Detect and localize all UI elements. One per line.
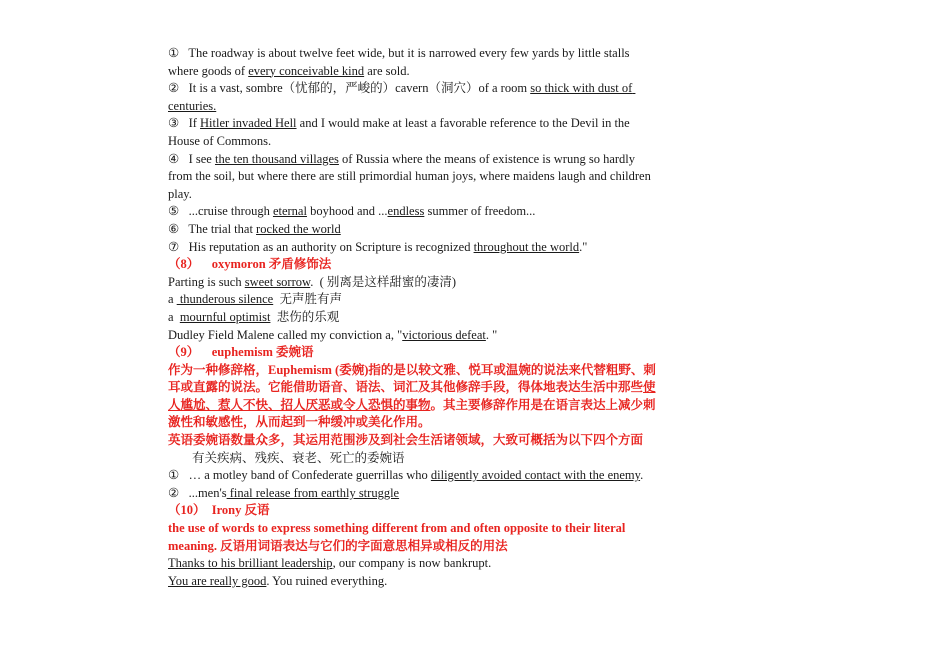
text-run: are sold. xyxy=(364,63,410,78)
text-run: summer of freedom... xyxy=(424,204,536,219)
underlined-phrase: so thick with dust of centuries. xyxy=(168,81,636,113)
text-paragraph xyxy=(168,309,658,327)
text-run: ② It is a vast, sombre（忧郁的，严峻的）cavern（洞穴）of a room xyxy=(168,81,531,96)
text-run: 英语委婉语数量众多，其运用范围涉及到社会生活诸领域，大致可概括为以下四个方面 xyxy=(168,433,644,448)
text-paragraph xyxy=(168,45,658,80)
text-paragraph xyxy=(168,151,658,204)
text-run: , our company is now bankrupt. xyxy=(332,556,492,571)
text-run: ① The roadway is about twelve feet wide, but it is narrowed every few yards by little stalls where goods of xyxy=(168,46,633,78)
section-heading-paragraph xyxy=(168,256,658,274)
text-run: ⑤ ...cruise through xyxy=(168,204,273,219)
text-run: ⑥ The trial that xyxy=(168,221,257,236)
text-run: （9） euphemism 委婉语 xyxy=(168,345,314,360)
text-run: of Russia where the means of existence is wrung so hardly from the soil, but where there are still primordial human joys, where maidens laugh and children play. xyxy=(168,151,654,201)
text-run: . " xyxy=(485,327,498,342)
underlined-phrase: You are really good xyxy=(168,573,267,588)
text-run: ③ If xyxy=(168,116,201,131)
section-heading-paragraph xyxy=(168,362,658,432)
text-run: ② ...men's xyxy=(168,485,227,500)
text-run: 无声胜有声 xyxy=(273,292,342,307)
underlined-phrase: diligently avoided contact with the enemy xyxy=(430,468,641,483)
section-heading-paragraph xyxy=(168,344,658,362)
text-run: ① … a motley band of Confederate guerrillas who xyxy=(168,468,431,483)
underlined-phrase: sweet sorrow xyxy=(244,274,311,289)
text-run: . You ruined everything. xyxy=(266,573,388,588)
underlined-phrase: rocked the world xyxy=(256,221,341,236)
text-run: . ( 别离是这样甜蜜的凄清) xyxy=(310,274,457,289)
section-heading-paragraph xyxy=(168,520,658,555)
text-run: Dudley Field Malene called my conviction a, " xyxy=(168,327,403,342)
text-paragraph xyxy=(168,555,658,573)
text-run: （8） oxymoron 矛盾修饰法 xyxy=(168,257,332,272)
text-run: 有关疾病、残疾、衰老、死亡的委婉语 xyxy=(192,450,405,465)
text-run: Parting is such xyxy=(168,274,245,289)
text-run: the use of words to express something different from and often opposite to their literal meaning. 反语用词语表达与它们的字面意思相异或相反的用法 xyxy=(168,521,629,553)
text-paragraph xyxy=(168,203,658,221)
text-run: boyhood and ... xyxy=(306,204,388,219)
section-heading-paragraph xyxy=(168,432,658,450)
text-run: . xyxy=(640,468,644,483)
underlined-phrase: throughout the world xyxy=(473,239,580,254)
text-paragraph xyxy=(168,80,658,115)
underlined-phrase: the ten thousand villages xyxy=(214,151,339,166)
document-page xyxy=(168,45,658,590)
text-paragraph xyxy=(168,291,658,309)
underlined-phrase: 使人尴尬、惹人不快、招人厌恶或令人恐惧的事物 xyxy=(168,380,656,412)
text-run: and I would make at least a favorable reference to the Devil in the House of Commons. xyxy=(168,116,633,148)
underlined-phrase: thunderous silence xyxy=(176,292,274,307)
underlined-phrase: victorious defeat xyxy=(402,327,486,342)
text-paragraph xyxy=(168,274,658,292)
text-paragraph xyxy=(168,221,658,239)
text-paragraph xyxy=(168,450,658,468)
underlined-phrase: final release from earthly struggle xyxy=(226,485,400,500)
text-paragraph xyxy=(168,115,658,150)
underlined-phrase: every conceivable kind xyxy=(248,63,365,78)
text-paragraph xyxy=(168,485,658,503)
text-run: 悲伤的乐观 xyxy=(270,309,340,324)
underlined-phrase: Hitler invaded Hell xyxy=(200,116,297,131)
text-run: ." xyxy=(579,239,588,254)
text-paragraph xyxy=(168,573,658,591)
text-run: 。其主要修辞作用是在语言表达上减少刺激性和敏感性，从而起到一种缓冲或美化作用。 xyxy=(168,397,656,430)
underlined-phrase: eternal xyxy=(272,204,307,219)
underlined-phrase: mournful optimist xyxy=(179,309,271,324)
text-run: ④ I see xyxy=(168,151,215,166)
text-run: 作为一种修辞格，Euphemism (委婉)指的是以较文雅、悦耳或温婉的说法来代替粗野、刺耳或直露的说法。它能借助语音、语法、词汇及其他修辞手段，得体地表达生活中那些 xyxy=(168,362,656,395)
text-run: （10） Irony 反语 xyxy=(168,503,270,518)
text-run: a xyxy=(168,309,180,324)
underlined-phrase: Thanks to his brilliant leadership xyxy=(168,556,333,571)
section-heading-paragraph xyxy=(168,502,658,520)
text-paragraph xyxy=(168,467,658,485)
text-run: ⑦ His reputation as an authority on Scripture is recognized xyxy=(168,239,474,254)
text-paragraph xyxy=(168,239,658,257)
underlined-phrase: endless xyxy=(387,204,425,219)
text-run: a xyxy=(168,292,177,307)
text-paragraph xyxy=(168,327,658,345)
